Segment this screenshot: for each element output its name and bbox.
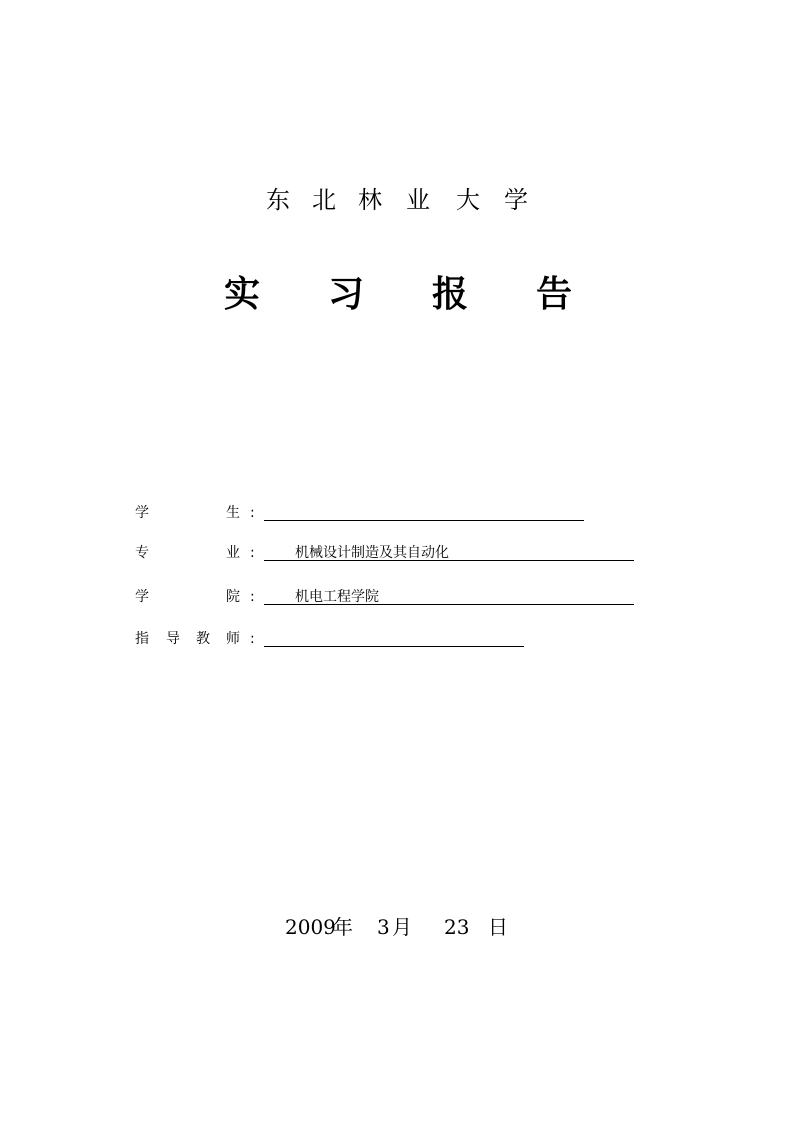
major-field [0,540,794,566]
university-char: 大 [456,186,480,214]
major-label-char: 专 [135,545,149,561]
report-title-char: 告 [536,273,573,315]
college-field [0,584,794,610]
advisor-underline[interactable] [264,626,524,647]
date-day: 23 [444,915,470,939]
major-value: 机械设计制造及其自动化 [295,545,449,561]
report-title-char: 实 [224,273,261,315]
report-title [0,270,794,318]
advisor-label-char: 指 [135,631,149,647]
advisor-label-char: 导 [166,631,180,647]
university-char: 北 [312,186,336,214]
major-colon: : [250,545,255,561]
college-label-char: 学 [135,589,149,605]
date-day-unit: 日 [488,915,508,939]
report-date [0,912,794,942]
advisor-label-char: 教 [196,631,210,647]
student-label-char: 学 [135,505,149,521]
date-month: 3 [377,915,390,939]
college-colon: : [250,589,255,605]
student-colon: : [250,505,255,521]
date-year-unit: 年 [333,915,353,939]
college-label-char: 院 [226,589,240,605]
date-month-unit: 月 [392,915,412,939]
student-label-char: 生 [226,505,240,521]
advisor-field [0,626,794,652]
college-value: 机电工程学院 [295,589,379,605]
university-char: 东 [266,186,290,214]
advisor-label-char: 师 [226,631,240,647]
date-year: 2009 [285,915,336,939]
student-field [0,500,794,526]
major-label-char: 业 [226,545,240,561]
university-name [0,184,794,216]
report-title-char: 报 [432,273,469,315]
advisor-colon: : [250,631,255,647]
university-char: 业 [406,186,430,214]
student-underline[interactable] [264,500,584,521]
university-char: 林 [358,186,382,214]
university-char: 学 [504,186,528,214]
report-title-char: 习 [328,273,365,315]
